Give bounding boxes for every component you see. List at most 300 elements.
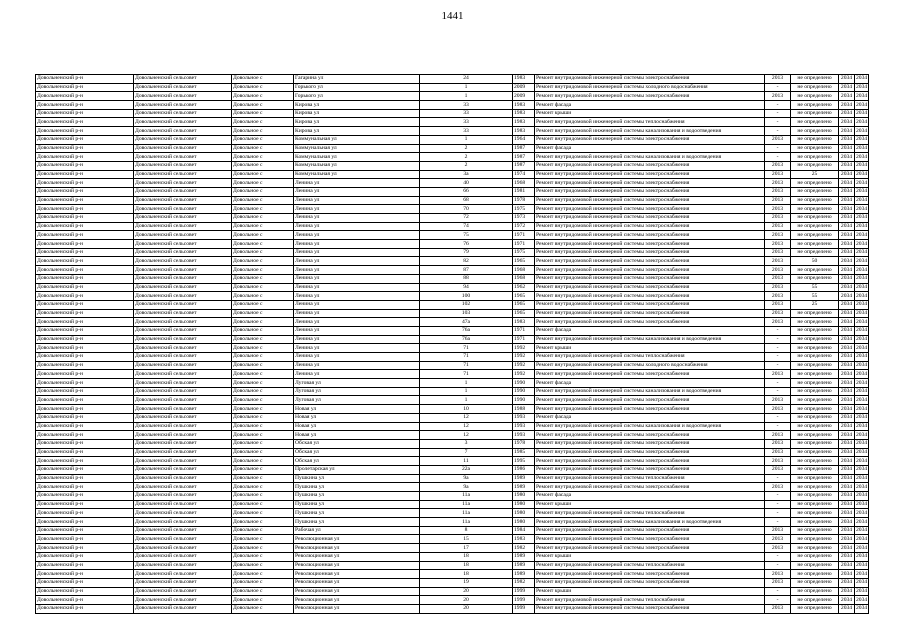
district-cell: Довольненский р-н — [36, 214, 134, 223]
settlement-cell: Довольненский сельсовет — [134, 292, 232, 301]
locality-cell: Довольное с — [232, 75, 294, 84]
plan-start-year-cell: 2034 — [839, 396, 855, 405]
locality-cell: Довольное с — [232, 318, 294, 327]
district-cell: Довольненский р-н — [36, 448, 134, 457]
settlement-cell: Довольненский сельсовет — [134, 274, 232, 283]
wear-cell: не определено — [791, 309, 839, 318]
locality-cell: Довольное с — [232, 431, 294, 440]
build-year-cell: 1992 — [513, 370, 535, 379]
street-cell: Ленина ул — [294, 240, 420, 249]
settlement-cell: Довольненский сельсовет — [134, 283, 232, 292]
build-year-cell: 1978 — [513, 196, 535, 205]
settlement-cell: Довольненский сельсовет — [134, 214, 232, 223]
district-cell: Довольненский р-н — [36, 535, 134, 544]
locality-cell: Довольное с — [232, 214, 294, 223]
district-cell: Довольненский р-н — [36, 587, 134, 596]
locality-cell: Довольное с — [232, 283, 294, 292]
settlement-cell: Довольненский сельсовет — [134, 92, 232, 101]
plan-start-year-cell: 2034 — [839, 222, 855, 231]
wear-cell: не определено — [791, 570, 839, 579]
work-type-cell: Ремонт внутридомовой инженерной системы электроснабжения — [535, 240, 765, 249]
plan-end-year-cell: 2034 — [856, 605, 868, 612]
build-year-cell: 1987 — [513, 153, 535, 162]
house-number-cell: 3 — [420, 439, 513, 448]
wear-cell: не определено — [791, 526, 839, 535]
street-cell: Революционная ул — [294, 552, 420, 561]
work-type-cell: Ремонт крыши — [535, 552, 765, 561]
build-year-cell: 1989 — [513, 561, 535, 570]
district-cell: Довольненский р-н — [36, 248, 134, 257]
work-type-cell: Ремонт внутридомовой инженерной системы электроснабжения — [535, 179, 765, 188]
table-row — [36, 379, 869, 388]
settlement-cell: Довольненский сельсовет — [134, 587, 232, 596]
district-cell: Довольненский р-н — [36, 222, 134, 231]
wear-cell: не определено — [791, 396, 839, 405]
wear-cell: не определено — [791, 248, 839, 257]
build-year-cell: 1990 — [513, 379, 535, 388]
house-number-cell: 2 — [420, 161, 513, 170]
plan-end-year-cell: 2034 — [856, 440, 868, 447]
plan-start-year-cell: 2034 — [839, 483, 855, 492]
plan-start-year-cell: 2034 — [839, 578, 855, 587]
work-type-cell: Ремонт фасада — [535, 326, 765, 335]
locality-cell: Довольное с — [232, 465, 294, 474]
plan-start-year-cell: 2034 — [839, 405, 855, 414]
build-year-cell: 2009 — [513, 92, 535, 101]
street-cell: Ленина ул — [294, 274, 420, 283]
plan-start-year-cell: 2034 — [839, 335, 855, 344]
street-cell: Пушкина ул — [294, 500, 420, 509]
street-cell: Коммунальная ул — [294, 170, 420, 179]
street-cell: Ленина ул — [294, 361, 420, 370]
locality-cell: Довольное с — [232, 187, 294, 196]
street-cell: Новая ул — [294, 413, 420, 422]
house-number-cell: 1 — [420, 83, 513, 92]
plan-end-year-cell: 2034 — [856, 544, 868, 551]
house-number-cell: 11 — [420, 457, 513, 466]
last-repair-year-cell: 2013 — [765, 257, 791, 266]
plan-start-year-cell: 2034 — [839, 309, 855, 318]
last-repair-year-cell: - — [765, 101, 791, 110]
wear-cell: не определено — [791, 153, 839, 162]
settlement-cell: Довольненский сельсовет — [134, 457, 232, 466]
house-number-cell: 33 — [420, 109, 513, 118]
settlement-cell: Довольненский сельсовет — [134, 596, 232, 605]
last-repair-year-cell: 2013 — [765, 231, 791, 240]
house-number-cell: 79 — [420, 248, 513, 257]
street-cell: Ленина ул — [294, 344, 420, 353]
settlement-cell: Довольненский сельсовет — [134, 161, 232, 170]
table-row — [36, 570, 869, 579]
locality-cell: Довольное с — [232, 153, 294, 162]
district-cell: Довольненский р-н — [36, 240, 134, 249]
street-cell: Ленина ул — [294, 300, 420, 309]
plan-end-year-cell: 2034 — [856, 457, 868, 464]
last-repair-year-cell: - — [765, 344, 791, 353]
plan-start-year-cell: 2034 — [839, 361, 855, 370]
build-year-cell: 1983 — [513, 535, 535, 544]
wear-cell: не определено — [791, 439, 839, 448]
street-cell: Пушкина ул — [294, 492, 420, 501]
settlement-cell: Довольненский сельсовет — [134, 170, 232, 179]
street-cell: Обская ул — [294, 439, 420, 448]
plan-start-year-cell: 2034 — [839, 266, 855, 275]
last-repair-year-cell: 2013 — [765, 248, 791, 257]
street-cell: Ленина ул — [294, 187, 420, 196]
build-year-cell: 1990 — [513, 396, 535, 405]
wear-cell: не определено — [791, 422, 839, 431]
work-type-cell: Ремонт внутридомовой инженерной системы электроснабжения — [535, 431, 765, 440]
last-repair-year-cell: - — [765, 353, 791, 362]
house-number-cell: 11а — [420, 509, 513, 518]
settlement-cell: Довольненский сельсовет — [134, 439, 232, 448]
street-cell: Пушкина ул — [294, 509, 420, 518]
work-type-cell: Ремонт внутридомовой инженерной системы холодного водоснабжения — [535, 83, 765, 92]
locality-cell: Довольное с — [232, 353, 294, 362]
build-year-cell: 1999 — [513, 587, 535, 596]
table-row — [36, 518, 869, 527]
build-year-cell: 1980 — [513, 500, 535, 509]
last-repair-year-cell: - — [765, 596, 791, 605]
table-row — [36, 596, 869, 605]
house-number-cell: 76а — [420, 335, 513, 344]
street-cell: Пролетарская ул — [294, 465, 420, 474]
build-year-cell: 1965 — [513, 257, 535, 266]
house-number-cell: 17 — [420, 544, 513, 553]
table-row — [36, 492, 869, 501]
build-year-cell: 1987 — [513, 144, 535, 153]
house-number-cell: 2 — [420, 144, 513, 153]
settlement-cell: Довольненский сельсовет — [134, 153, 232, 162]
table-row — [36, 283, 869, 292]
wear-cell: не определено — [791, 161, 839, 170]
last-repair-year-cell: 2013 — [765, 292, 791, 301]
table-row — [36, 604, 869, 613]
plan-start-year-cell: 2034 — [839, 535, 855, 544]
last-repair-year-cell: - — [765, 335, 791, 344]
wear-cell: не определено — [791, 326, 839, 335]
build-year-cell: 1992 — [513, 344, 535, 353]
wear-cell: не определено — [791, 196, 839, 205]
locality-cell: Довольное с — [232, 222, 294, 231]
district-cell: Довольненский р-н — [36, 292, 134, 301]
table-row — [36, 170, 869, 179]
repair-registry-table — [35, 74, 869, 614]
table-row — [36, 578, 869, 587]
table-row — [36, 248, 869, 257]
wear-cell: не определено — [791, 144, 839, 153]
street-cell: Кирова ул — [294, 127, 420, 136]
wear-cell: 50 — [791, 257, 839, 266]
last-repair-year-cell: - — [765, 144, 791, 153]
house-number-cell: 68 — [420, 196, 513, 205]
table-row — [36, 448, 869, 457]
settlement-cell: Довольненский сельсовет — [134, 370, 232, 379]
table-row — [36, 465, 869, 474]
table-row — [36, 109, 869, 118]
plan-end-year-cell: 2034 — [856, 75, 868, 82]
house-number-cell: 33 — [420, 101, 513, 110]
work-type-cell: Ремонт внутридомовой инженерной системы электроснабжения — [535, 292, 765, 301]
last-repair-year-cell: 2013 — [765, 570, 791, 579]
house-number-cell: 24 — [420, 75, 513, 84]
wear-cell: не определено — [791, 465, 839, 474]
settlement-cell: Довольненский сельсовет — [134, 118, 232, 127]
locality-cell: Довольное с — [232, 500, 294, 509]
last-repair-year-cell: 2013 — [765, 431, 791, 440]
settlement-cell: Довольненский сельсовет — [134, 101, 232, 110]
locality-cell: Довольное с — [232, 344, 294, 353]
plan-end-year-cell: 2034 — [856, 405, 868, 412]
street-cell: Коммунальная ул — [294, 153, 420, 162]
wear-cell: не определено — [791, 101, 839, 110]
plan-end-year-cell: 2034 — [856, 501, 868, 508]
wear-cell: 55 — [791, 292, 839, 301]
house-number-cell: 9а — [420, 483, 513, 492]
last-repair-year-cell: 2013 — [765, 370, 791, 379]
work-type-cell: Ремонт внутридомовой инженерной системы электроснабжения — [535, 544, 765, 553]
street-cell: Новая ул — [294, 422, 420, 431]
plan-end-year-cell: 2034 — [856, 588, 868, 594]
district-cell: Довольненский р-н — [36, 344, 134, 353]
last-repair-year-cell: 2013 — [765, 544, 791, 553]
plan-end-year-cell: 2034 — [856, 197, 868, 204]
plan-end-year-cell: 2034 — [856, 466, 868, 473]
district-cell: Довольненский р-н — [36, 596, 134, 605]
locality-cell: Довольное с — [232, 179, 294, 188]
street-cell: Пушкина ул — [294, 483, 420, 492]
street-cell: Новая ул — [294, 405, 420, 414]
settlement-cell: Довольненский сельсовет — [134, 109, 232, 118]
house-number-cell: 1 — [420, 396, 513, 405]
last-repair-year-cell: 2013 — [765, 205, 791, 214]
work-type-cell: Ремонт внутридомовой инженерной системы канализования и водоотведения — [535, 387, 765, 396]
district-cell: Довольненский р-н — [36, 457, 134, 466]
street-cell: Ленина ул — [294, 179, 420, 188]
settlement-cell: Довольненский сельсовет — [134, 75, 232, 84]
street-cell: Ленина ул — [294, 222, 420, 231]
plan-end-year-cell: 2034 — [856, 144, 868, 151]
house-number-cell: 22а — [420, 465, 513, 474]
table-row — [36, 179, 869, 188]
plan-end-year-cell: 2034 — [856, 92, 868, 99]
last-repair-year-cell: - — [765, 413, 791, 422]
locality-cell: Довольное с — [232, 361, 294, 370]
house-number-cell: 33 — [420, 118, 513, 127]
last-repair-year-cell: - — [765, 379, 791, 388]
last-repair-year-cell: - — [765, 127, 791, 136]
table-row — [36, 309, 869, 318]
last-repair-year-cell: 2013 — [765, 300, 791, 309]
wear-cell: не определено — [791, 587, 839, 596]
table-row — [36, 344, 869, 353]
locality-cell: Довольное с — [232, 544, 294, 553]
build-year-cell: 1962 — [513, 283, 535, 292]
house-number-cell: 11а — [420, 492, 513, 501]
work-type-cell: Ремонт внутридомовой инженерной системы канализования и водоотведения — [535, 518, 765, 527]
house-number-cell: 74 — [420, 222, 513, 231]
district-cell: Довольненский р-н — [36, 179, 134, 188]
work-type-cell: Ремонт внутридомовой инженерной системы канализования и водоотведения — [535, 335, 765, 344]
plan-start-year-cell: 2034 — [839, 240, 855, 249]
plan-end-year-cell: 2034 — [856, 118, 868, 125]
plan-end-year-cell: 2034 — [856, 353, 868, 360]
wear-cell: не определено — [791, 379, 839, 388]
district-cell: Довольненский р-н — [36, 439, 134, 448]
table-row — [36, 552, 869, 561]
last-repair-year-cell: - — [765, 387, 791, 396]
table-row — [36, 439, 869, 448]
locality-cell: Довольное с — [232, 518, 294, 527]
house-number-cell: 76 — [420, 240, 513, 249]
house-number-cell: 18 — [420, 561, 513, 570]
table-row — [36, 92, 869, 101]
street-cell: Ленина ул — [294, 214, 420, 223]
house-number-cell: 71 — [420, 344, 513, 353]
district-cell: Довольненский р-н — [36, 518, 134, 527]
table-row — [36, 135, 869, 144]
build-year-cell: 1971 — [513, 240, 535, 249]
wear-cell: не определено — [791, 92, 839, 101]
table-row — [36, 457, 869, 466]
last-repair-year-cell: - — [765, 500, 791, 509]
street-cell: Коммунальная ул — [294, 135, 420, 144]
table-row — [36, 335, 869, 344]
street-cell: Ленина ул — [294, 309, 420, 318]
district-cell: Довольненский р-н — [36, 335, 134, 344]
wear-cell: не определено — [791, 544, 839, 553]
wear-cell: не определено — [791, 318, 839, 327]
table-row — [36, 83, 869, 92]
wear-cell: не определено — [791, 83, 839, 92]
house-number-cell: 15 — [420, 535, 513, 544]
work-type-cell: Ремонт крыши — [535, 500, 765, 509]
last-repair-year-cell: 2013 — [765, 578, 791, 587]
build-year-cell: 1992 — [513, 361, 535, 370]
locality-cell: Довольное с — [232, 413, 294, 422]
plan-end-year-cell: 2034 — [856, 422, 868, 429]
street-cell: Горького ул — [294, 83, 420, 92]
build-year-cell: 1980 — [513, 492, 535, 501]
street-cell: Ленина ул — [294, 266, 420, 275]
plan-end-year-cell: 2034 — [856, 579, 868, 586]
plan-start-year-cell: 2034 — [839, 318, 855, 327]
district-cell: Довольненский р-н — [36, 118, 134, 127]
table-row — [36, 196, 869, 205]
work-type-cell: Ремонт внутридомовой инженерной системы электроснабжения — [535, 578, 765, 587]
district-cell: Довольненский р-н — [36, 509, 134, 518]
settlement-cell: Довольненский сельсовет — [134, 326, 232, 335]
district-cell: Довольненский р-н — [36, 135, 134, 144]
wear-cell: не определено — [791, 222, 839, 231]
work-type-cell: Ремонт внутридомовой инженерной системы электроснабжения — [535, 187, 765, 196]
wear-cell: не определено — [791, 344, 839, 353]
last-repair-year-cell: 2013 — [765, 448, 791, 457]
wear-cell: не определено — [791, 578, 839, 587]
district-cell: Довольненский р-н — [36, 83, 134, 92]
table-row — [36, 431, 869, 440]
house-number-cell: 71 — [420, 361, 513, 370]
last-repair-year-cell: 2013 — [765, 187, 791, 196]
build-year-cell: 1965 — [513, 300, 535, 309]
wear-cell: не определено — [791, 274, 839, 283]
street-cell: Кирова ул — [294, 118, 420, 127]
plan-start-year-cell: 2034 — [839, 596, 855, 605]
street-cell: Кирова ул — [294, 109, 420, 118]
last-repair-year-cell: 2013 — [765, 405, 791, 414]
table-body — [36, 75, 869, 614]
district-cell: Довольненский р-н — [36, 465, 134, 474]
table-row — [36, 300, 869, 309]
street-cell: Горького ул — [294, 92, 420, 101]
plan-end-year-cell: 2034 — [856, 388, 868, 395]
work-type-cell: Ремонт внутридомовой инженерной системы холодного водоснабжения — [535, 361, 765, 370]
street-cell: Революционная ул — [294, 570, 420, 579]
work-type-cell: Ремонт внутридомовой инженерной системы электроснабжения — [535, 214, 765, 223]
settlement-cell: Довольненский сельсовет — [134, 509, 232, 518]
plan-end-year-cell: 2034 — [856, 127, 868, 134]
work-type-cell: Ремонт внутридомовой инженерной системы электроснабжения — [535, 266, 765, 275]
district-cell: Довольненский р-н — [36, 144, 134, 153]
locality-cell: Довольное с — [232, 326, 294, 335]
plan-end-year-cell: 2034 — [856, 414, 868, 421]
locality-cell: Довольное с — [232, 92, 294, 101]
build-year-cell: 1982 — [513, 578, 535, 587]
plan-end-year-cell: 2034 — [856, 240, 868, 247]
settlement-cell: Довольненский сельсовет — [134, 309, 232, 318]
build-year-cell: 1980 — [513, 518, 535, 527]
district-cell: Довольненский р-н — [36, 544, 134, 553]
build-year-cell: 1982 — [513, 544, 535, 553]
district-cell: Довольненский р-н — [36, 326, 134, 335]
plan-end-year-cell: 2034 — [856, 214, 868, 221]
last-repair-year-cell: 2013 — [765, 526, 791, 535]
last-repair-year-cell: - — [765, 509, 791, 518]
plan-end-year-cell: 2034 — [856, 431, 868, 438]
build-year-cell: 1968 — [513, 179, 535, 188]
table-row — [36, 231, 869, 240]
wear-cell: не определено — [791, 405, 839, 414]
district-cell: Довольненский р-н — [36, 231, 134, 240]
plan-end-year-cell: 2034 — [856, 327, 868, 334]
house-number-cell: 70 — [420, 205, 513, 214]
locality-cell: Довольное с — [232, 526, 294, 535]
district-cell: Довольненский р-н — [36, 75, 134, 84]
settlement-cell: Довольненский сельсовет — [134, 578, 232, 587]
district-cell: Довольненский р-н — [36, 187, 134, 196]
street-cell: Ленина ул — [294, 257, 420, 266]
locality-cell: Довольное с — [232, 231, 294, 240]
build-year-cell: 1971 — [513, 231, 535, 240]
build-year-cell: 1989 — [513, 570, 535, 579]
plan-start-year-cell: 2034 — [839, 570, 855, 579]
locality-cell: Довольное с — [232, 144, 294, 153]
street-cell: Ленина ул — [294, 335, 420, 344]
table-row — [36, 413, 869, 422]
district-cell: Довольненский р-н — [36, 266, 134, 275]
plan-start-year-cell: 2034 — [839, 465, 855, 474]
street-cell: Ленина ул — [294, 283, 420, 292]
wear-cell: не определено — [791, 118, 839, 127]
table-row — [36, 153, 869, 162]
build-year-cell: 1965 — [513, 292, 535, 301]
build-year-cell: 1995 — [513, 457, 535, 466]
house-number-cell: 87 — [420, 266, 513, 275]
locality-cell: Довольное с — [232, 240, 294, 249]
wear-cell: не определено — [791, 604, 839, 613]
house-number-cell: 7 — [420, 448, 513, 457]
settlement-cell: Довольненский сельсовет — [134, 240, 232, 249]
